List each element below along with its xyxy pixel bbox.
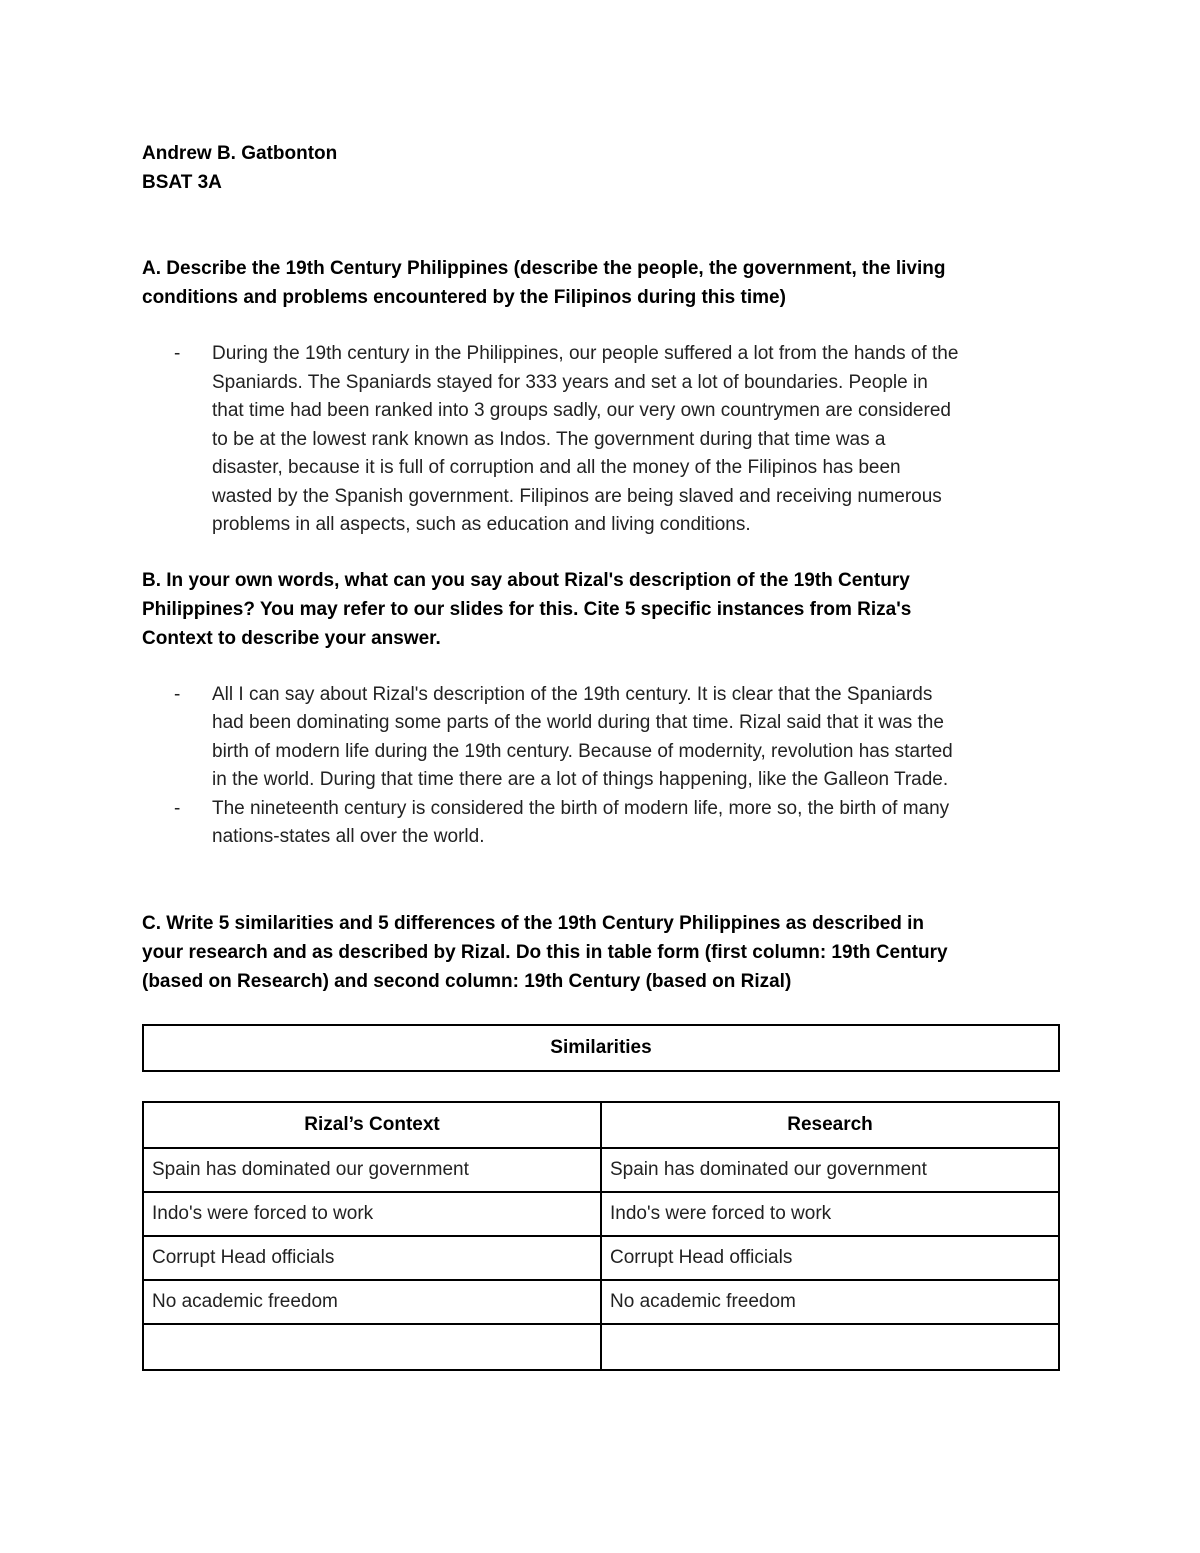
question-c-section [142,909,1062,1371]
bullet-dash: - [174,343,181,364]
bullet-dash: - [174,797,181,819]
document-page [142,140,1062,1371]
similarities-title: Similarities [550,1036,652,1058]
question-b-prompt-line: Philippines? You may refer to our slides for this. Cite 5 specific instances from Riza's [142,598,912,620]
question-b-answers [142,681,1062,852]
answer-item [142,340,1062,540]
answer-line: to be at the lowest rank known as Indos. The government during that time was a [212,428,886,450]
table-cell: Corrupt Head officials [601,1236,1059,1280]
table-row [143,1236,1059,1280]
question-a-answers [142,340,1062,540]
table-cell: Corrupt Head officials [143,1236,601,1280]
answer-line: nations-states all over the world. [212,826,485,847]
table-cell-empty [601,1324,1059,1370]
table-cell: Spain has dominated our government [601,1148,1059,1192]
table-cell: Indo's were forced to work [601,1192,1059,1236]
answer-line: disaster, because it is full of corruption and all the money of the Filipinos has been [212,457,901,478]
answer-line: problems in all aspects, such as education and living conditions. [212,514,751,535]
column-header-research: Research [601,1102,1059,1148]
table-header-row [143,1102,1059,1148]
answer-line: The nineteenth century is considered the birth of modern life, more so, the birth of many [212,797,950,819]
answer-line: that time had been ranked into 3 groups sadly, our very own countrymen are considered [212,400,951,421]
table-row [143,1280,1059,1324]
question-b-prompt-line: B. In your own words, what can you say about Rizal's description of the 19th Century [142,569,910,591]
question-b-prompt-line: Context to describe your answer. [142,627,441,649]
student-section: BSAT 3A [142,171,222,193]
answer-item [142,795,1062,852]
table-cell: No academic freedom [143,1280,601,1324]
table-row [143,1324,1059,1370]
similarities-title-box [142,1024,1060,1072]
question-a-section [142,254,1062,540]
table-cell: Spain has dominated our government [143,1148,601,1192]
question-b-section [142,566,1062,852]
answer-line: During the 19th century in the Philippines, our people suffered a lot from the hands of the [212,343,959,364]
answer-line: birth of modern life during the 19th century. Because of modernity, revolution has started [212,740,953,762]
question-c-prompt-line: C. Write 5 similarities and 5 differences of the 19th Century Philippines as described in [142,912,925,934]
answer-line: Spaniards. The Spaniards stayed for 333 years and set a lot of boundaries. People in [212,371,928,393]
answer-line: had been dominating some parts of the world during that time. Rizal said that it was the [212,712,944,733]
answer-item [142,681,1062,795]
question-a-prompt-line: conditions and problems encountered by the Filipinos during this time) [142,287,786,308]
table-cell: Indo's were forced to work [143,1192,601,1236]
table-cell: No academic freedom [601,1280,1059,1324]
student-name: Andrew B. Gatbonton [142,143,338,164]
question-c-prompt-line: your research and as described by Rizal. Do this in table form (first column: 19th Century [142,941,948,963]
bullet-dash: - [174,683,181,705]
answer-line: in the world. During that time there are a lot of things happening, like the Galleon Trade. [212,769,949,790]
table-row [143,1192,1059,1236]
column-header-rizals-context: Rizal’s Context [143,1102,601,1148]
similarities-table [142,1101,1060,1371]
table-row [143,1148,1059,1192]
answer-line: All I can say about Rizal's description of the 19th century. It is clear that the Spaniards [212,683,933,705]
question-a-prompt-line: A. Describe the 19th Century Philippines (describe the people, the government, the living [142,258,946,279]
answer-line: wasted by the Spanish government. Filipinos are being slaved and receiving numerous [212,485,942,507]
question-c-prompt-line: (based on Research) and second column: 19th Century (based on Rizal) [142,970,792,992]
student-header [142,140,1062,197]
table-cell-empty [143,1324,601,1370]
